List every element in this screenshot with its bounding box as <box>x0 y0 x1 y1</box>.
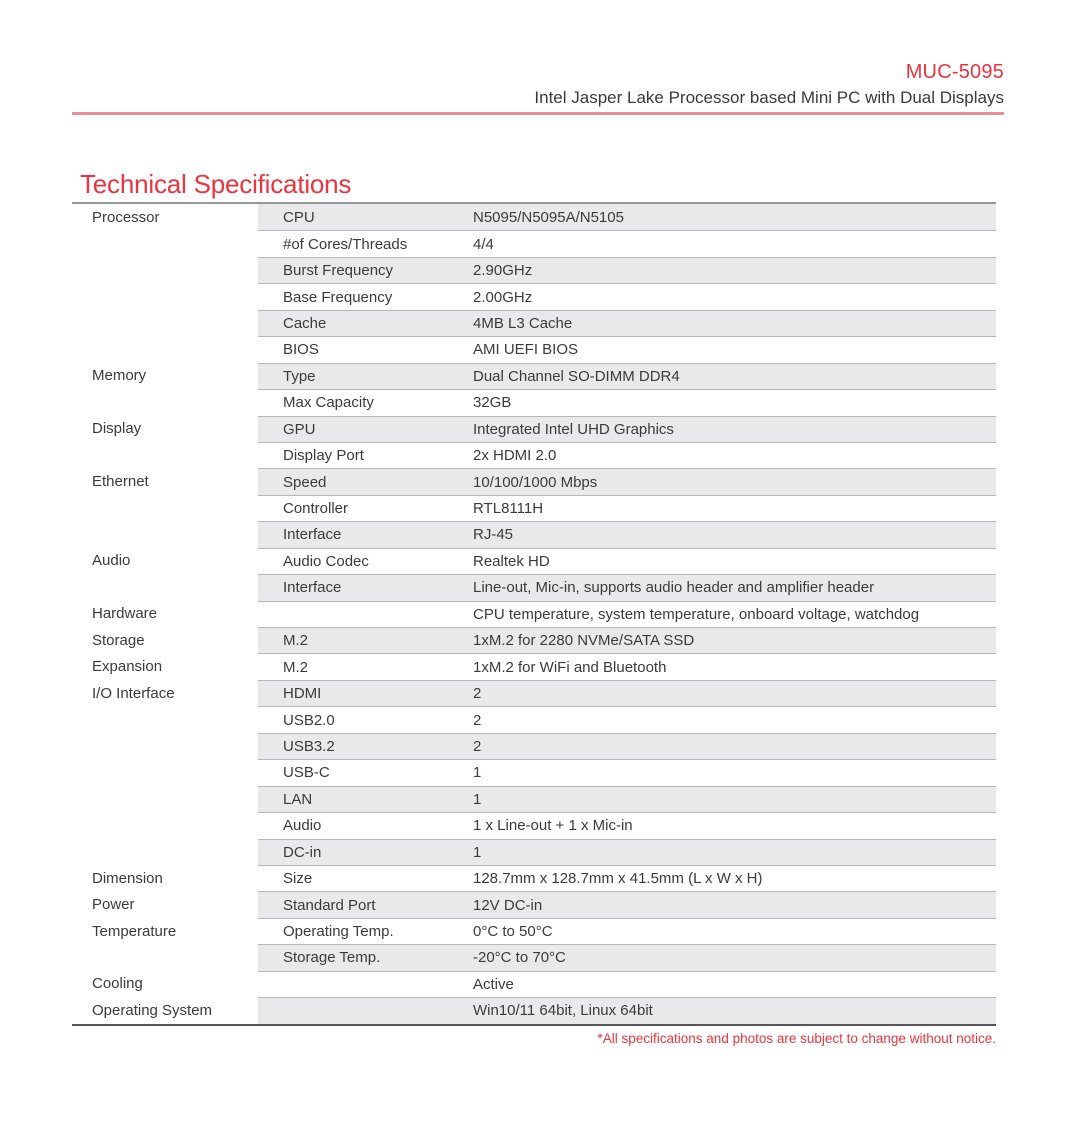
spec-category-cell <box>72 283 258 309</box>
spec-row <box>72 997 996 1023</box>
spec-row <box>72 601 996 627</box>
spec-cells <box>258 495 996 521</box>
spec-category-cell <box>72 706 258 732</box>
spec-label-cell <box>258 602 473 627</box>
spec-cells <box>258 680 996 706</box>
page-title: Technical Specifications <box>80 169 352 200</box>
spec-category-cell <box>72 759 258 785</box>
spec-label-cell: Audio <box>283 817 322 835</box>
spec-cells <box>258 468 996 494</box>
spec-category-cell: Storage <box>92 631 145 649</box>
spec-row <box>72 865 996 891</box>
spec-value-cell: 0°C to 50°C <box>473 923 553 941</box>
spec-label-cell: Burst Frequency <box>283 262 394 280</box>
spec-category-cell <box>72 733 258 759</box>
spec-row <box>72 574 996 600</box>
product-subtitle: Intel Jasper Lake Processor based Mini PC with Dual Displays <box>534 88 1004 107</box>
spec-cells <box>258 944 996 970</box>
spec-cells <box>258 891 996 917</box>
spec-category-cell <box>72 944 258 970</box>
spec-value-cell: Realtek HD <box>473 552 550 570</box>
spec-value-cell: Integrated Intel UHD Graphics <box>473 420 674 438</box>
spec-category-cell <box>72 495 258 521</box>
spec-category-cell <box>72 442 258 468</box>
spec-value-cell: 1 <box>473 843 482 861</box>
spec-row <box>72 971 996 997</box>
spec-value-cell: -20°C to 70°C <box>473 949 566 967</box>
spec-label-cell: GPU <box>283 420 316 438</box>
spec-label-cell: Operating Temp. <box>283 923 394 941</box>
spec-row <box>72 283 996 309</box>
spec-value-cell: 32GB <box>473 394 512 412</box>
spec-row <box>72 204 996 230</box>
spec-category-cell: Expansion <box>92 658 163 676</box>
spec-cells <box>258 389 996 415</box>
spec-category-cell: Audio <box>92 552 131 570</box>
spec-label-cell: BIOS <box>283 341 319 359</box>
spec-cells <box>258 759 996 785</box>
spec-label-cell: HDMI <box>283 685 322 703</box>
spec-row <box>72 839 996 865</box>
spec-label-cell: Size <box>283 870 313 888</box>
spec-label-cell: Type <box>283 367 316 385</box>
spec-category-cell <box>72 310 258 336</box>
spec-category-cell: Display <box>92 420 142 438</box>
spec-cells <box>258 812 996 838</box>
spec-label-cell: Cache <box>283 314 327 332</box>
spec-category-cell <box>72 257 258 283</box>
spec-cells <box>258 786 996 812</box>
spec-category-cell <box>72 336 258 362</box>
spec-cells <box>258 706 996 732</box>
spec-category-cell <box>72 812 258 838</box>
spec-cells <box>258 971 996 997</box>
spec-value-cell: 2 <box>473 711 482 729</box>
spec-category-cell: Ethernet <box>92 473 149 491</box>
spec-cells <box>258 918 996 944</box>
spec-label-cell: Speed <box>283 473 327 491</box>
spec-value-cell: 1xM.2 for 2280 NVMe/SATA SSD <box>473 632 695 650</box>
spec-label-cell: Controller <box>283 500 349 518</box>
spec-label-cell <box>258 998 473 1023</box>
spec-label-cell: M.2 <box>283 658 309 676</box>
spec-cells <box>258 839 996 865</box>
spec-cells <box>258 733 996 759</box>
spec-value-cell: CPU temperature, system temperature, onboard voltage, watchdog <box>473 605 920 623</box>
spec-category-cell <box>72 839 258 865</box>
spec-category-cell: Cooling <box>92 975 143 993</box>
spec-label-cell: M.2 <box>283 632 309 650</box>
spec-row <box>72 495 996 521</box>
spec-row <box>72 521 996 547</box>
spec-row <box>72 336 996 362</box>
spec-value-cell: AMI UEFI BIOS <box>473 341 579 359</box>
spec-row <box>72 442 996 468</box>
spec-category-cell <box>72 574 258 600</box>
spec-category-cell: Processor <box>92 208 160 226</box>
spec-label-cell: Storage Temp. <box>283 949 381 967</box>
spec-row <box>72 812 996 838</box>
spec-cells <box>258 257 996 283</box>
spec-category-cell <box>72 389 258 415</box>
spec-label-cell: Max Capacity <box>283 394 374 412</box>
spec-label-cell: Interface <box>283 579 342 597</box>
spec-row <box>72 468 996 494</box>
spec-row <box>72 257 996 283</box>
spec-row <box>72 310 996 336</box>
spec-value-cell: 12V DC-in <box>473 896 543 914</box>
spec-cells <box>258 283 996 309</box>
spec-cells <box>258 521 996 547</box>
spec-category-cell <box>72 521 258 547</box>
spec-value-cell: RTL8111H <box>473 500 544 518</box>
spec-row <box>72 944 996 970</box>
spec-label-cell: USB3.2 <box>283 737 335 755</box>
spec-value-cell: 10/100/1000 Mbps <box>473 473 598 491</box>
spec-category-cell: Operating System <box>92 1001 213 1019</box>
document-header <box>72 60 1004 110</box>
spec-value-cell: 1 <box>473 764 482 782</box>
spec-row <box>72 653 996 679</box>
spec-row <box>72 230 996 256</box>
spec-cells <box>258 416 996 442</box>
spec-label-cell: CPU <box>283 208 315 226</box>
spec-category-cell <box>72 230 258 256</box>
spec-cells <box>258 310 996 336</box>
spec-value-cell: 4/4 <box>473 235 494 253</box>
spec-cells <box>258 653 996 679</box>
spec-row <box>72 680 996 706</box>
spec-value-cell: 2x HDMI 2.0 <box>473 447 557 465</box>
spec-category-cell: Dimension <box>92 869 163 887</box>
spec-cells <box>258 336 996 362</box>
spec-value-cell: Dual Channel SO-DIMM DDR4 <box>473 367 680 385</box>
spec-category-cell: I/O Interface <box>92 684 175 702</box>
disclaimer-footnote: *All specifications and photos are subject to change without notice. <box>597 1031 996 1046</box>
spec-cells <box>258 230 996 256</box>
spec-label-cell: #of Cores/Threads <box>283 235 408 253</box>
spec-row <box>72 363 996 389</box>
spec-cells <box>258 997 996 1023</box>
spec-value-cell: Win10/11 64bit, Linux 64bit <box>473 1002 653 1020</box>
spec-cells <box>258 865 996 891</box>
spec-row <box>72 786 996 812</box>
spec-category-cell: Hardware <box>92 605 158 623</box>
spec-row <box>72 733 996 759</box>
spec-value-cell: 1 x Line-out + 1 x Mic-in <box>473 817 633 835</box>
spec-value-cell: 2.00GHz <box>473 288 533 306</box>
spec-category-cell: Temperature <box>92 922 177 940</box>
spec-row <box>72 918 996 944</box>
model-number: MUC-5095 <box>905 61 1004 83</box>
spec-label-cell: USB-C <box>283 764 330 782</box>
spec-value-cell: 1xM.2 for WiFi and Bluetooth <box>473 658 667 676</box>
spec-label-cell: Audio Codec <box>283 552 369 570</box>
spec-value-cell: 2.90GHz <box>473 262 533 280</box>
spec-label-cell <box>258 972 473 997</box>
spec-cells <box>258 627 996 653</box>
spec-value-cell: N5095/N5095A/N5105 <box>473 208 624 226</box>
header-divider-rule <box>72 112 1004 115</box>
spec-label-cell: LAN <box>283 790 313 808</box>
spec-cells <box>258 548 996 574</box>
spec-label-cell: Display Port <box>283 447 364 465</box>
spec-cells <box>258 363 996 389</box>
spec-cells <box>258 204 996 230</box>
spec-value-cell: 2 <box>473 737 482 755</box>
spec-row <box>72 759 996 785</box>
spec-value-cell: Line-out, Mic-in, supports audio header and amplifier header <box>473 579 875 597</box>
spec-cells <box>258 574 996 600</box>
spec-value-cell: 128.7mm x 128.7mm x 41.5mm (L x W x H) <box>473 870 763 888</box>
spec-label-cell: Standard Port <box>283 896 376 914</box>
spec-category-cell: Power <box>92 896 135 914</box>
spec-row <box>72 706 996 732</box>
spec-label-cell: Interface <box>283 526 342 544</box>
spec-label-cell: USB2.0 <box>283 711 335 729</box>
spec-value-cell: RJ-45 <box>473 526 514 544</box>
spec-table <box>72 202 996 1026</box>
spec-label-cell: Base Frequency <box>283 288 393 306</box>
spec-label-cell: DC-in <box>283 843 322 861</box>
spec-cells <box>258 442 996 468</box>
spec-value-cell: 4MB L3 Cache <box>473 314 573 332</box>
spec-row <box>72 627 996 653</box>
spec-row <box>72 389 996 415</box>
spec-value-cell: 1 <box>473 790 482 808</box>
spec-cells <box>258 601 996 627</box>
spec-row <box>72 548 996 574</box>
spec-category-cell <box>72 786 258 812</box>
spec-row <box>72 416 996 442</box>
spec-value-cell: 2 <box>473 685 482 703</box>
spec-value-cell: Active <box>473 975 514 993</box>
spec-category-cell: Memory <box>92 367 147 385</box>
spec-row <box>72 891 996 917</box>
